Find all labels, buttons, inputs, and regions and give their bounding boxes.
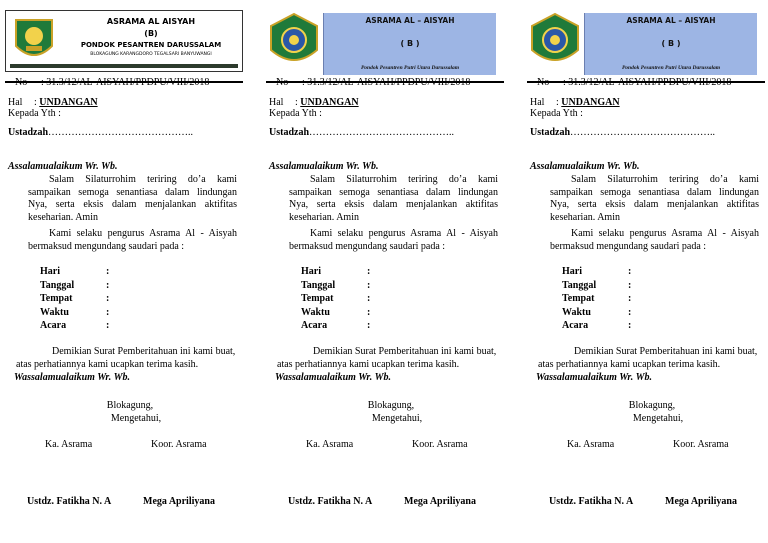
field-row: Hari : <box>40 266 110 277</box>
letterhead-title: ASRAMA AL AISYAH <box>106 17 196 26</box>
field-row: Tempat : <box>301 293 371 304</box>
field-row: Waktu : <box>562 306 632 318</box>
letterhead-institution: PONDOK PESANTREN DARUSSALAM <box>80 41 222 49</box>
closing-paragraph: Demikian Surat Pemberitahuan ini kami buat, atas perhatiannya kami ucapkan terima kasih. <box>277 346 497 370</box>
event-fields <box>301 266 370 334</box>
letterhead-subtitle: ( B ) <box>661 39 681 48</box>
letterhead-banner <box>323 13 496 75</box>
farewell: Wassalamualaikum Wr. Wb. <box>536 372 652 383</box>
signer-role-2: Koor. Asrama <box>151 439 207 450</box>
letter-number: No : 31.3/12/AL-AISYAH/PPDPU/VIII/2018 <box>276 77 471 88</box>
body-paragraph-2: Kami selaku pengurus Asrama Al - Aisyah bermaksud mengundang saudari pada : <box>28 228 237 252</box>
letterhead <box>266 10 504 72</box>
letterhead-address: BLOKAGUNG KARANGDORO TEGALSARI BANYUWANGI <box>90 52 212 57</box>
signer-role-1: Ka. Asrama <box>45 439 93 450</box>
closing-paragraph: Demikian Surat Pemberitahuan ini kami buat, atas perhatiannya kami ucapkan terima kasih. <box>16 346 236 370</box>
recipient-line: Ustadzah…………………………………….. <box>269 127 455 138</box>
signer-name-1: Ustdz. Fatikha N. A <box>288 496 373 507</box>
pesantren-logo-icon <box>530 12 580 72</box>
letter-subject: Hal : UNDANGAN <box>8 97 98 108</box>
pesantren-logo-icon <box>269 12 319 72</box>
field-row: Tempat : <box>562 293 632 304</box>
pesantren-logo-icon <box>12 16 56 64</box>
field-row: Acara : <box>562 320 632 331</box>
letterhead-box <box>5 10 243 72</box>
body-paragraph-2: Kami selaku pengurus Asrama Al - Aisyah bermaksud mengundang saudari pada : <box>289 228 498 252</box>
letterhead <box>527 10 765 72</box>
signer-name-1: Ustdz. Fatikha N. A <box>549 496 634 507</box>
letterhead-banner <box>584 13 757 75</box>
farewell: Wassalamualaikum Wr. Wb. <box>275 372 391 383</box>
event-fields <box>562 266 631 334</box>
signer-name-2: Mega Apriliyana <box>665 496 737 507</box>
body-paragraph-1: Salam Silaturrohim teriring do’a kami sampaikan semoga senantiasa dalam lindungan Nya, serta eksis dalam menjalankan aktifitas keseharian. Amin <box>550 174 759 223</box>
invitation-letter-1 <box>5 0 255 543</box>
invitation-letter-2 <box>266 0 516 543</box>
body-paragraph-1: Salam Silaturrohim teriring do’a kami sampaikan semoga senantiasa dalam lindungan Nya, serta eksis dalam menjalankan aktifitas keseharian. Amin <box>28 174 237 223</box>
letterhead-title: ASRAMA AL – AISYAH <box>626 16 716 25</box>
place-block: Blokagung, Mengetahui, <box>367 400 423 424</box>
field-row: Acara : <box>40 320 110 331</box>
letter-subject: Hal : UNDANGAN <box>530 97 620 108</box>
recipient-label: Kepada Yth : <box>269 108 322 119</box>
signer-name-1: Ustdz. Fatikha N. A <box>27 496 112 507</box>
field-row: Tempat : <box>40 293 110 304</box>
field-row: Tanggal : <box>301 279 371 291</box>
recipient-label: Kepada Yth : <box>8 108 61 119</box>
field-row: Waktu : <box>40 306 110 318</box>
letterhead-institution: Pondok Pesantren Putri Utara Darussalam <box>360 65 460 71</box>
letterhead-subtitle: ( B ) <box>400 39 420 48</box>
place-block: Blokagung, Mengetahui, <box>106 400 162 424</box>
field-row: Acara : <box>301 320 371 331</box>
signer-name-2: Mega Apriliyana <box>143 496 215 507</box>
letter-number: No : 31.3/12/AL-AISYAH/PPDPU/VIII/2018 <box>15 77 210 88</box>
farewell: Wassalamualaikum Wr. Wb. <box>14 372 130 383</box>
greeting: Assalamualaikum Wr. Wb. <box>269 161 379 172</box>
greeting: Assalamualaikum Wr. Wb. <box>8 161 118 172</box>
signer-name-2: Mega Apriliyana <box>404 496 476 507</box>
field-row: Hari : <box>301 266 371 277</box>
body-paragraph-2: Kami selaku pengurus Asrama Al - Aisyah bermaksud mengundang saudari pada : <box>550 228 759 252</box>
field-row: Tanggal : <box>562 279 632 291</box>
letterhead-institution: Pondok Pesantren Putri Utara Darussalam <box>621 65 721 71</box>
field-row: Waktu : <box>301 306 371 318</box>
signer-role-2: Koor. Asrama <box>673 439 729 450</box>
recipient-label: Kepada Yth : <box>530 108 583 119</box>
invitation-letter-3 <box>527 0 768 543</box>
letterhead-subtitle: (B) <box>144 29 158 38</box>
greeting: Assalamualaikum Wr. Wb. <box>530 161 640 172</box>
closing-paragraph: Demikian Surat Pemberitahuan ini kami buat, atas perhatiannya kami ucapkan terima kasih. <box>538 346 758 370</box>
letterhead-strip <box>10 64 238 68</box>
field-row: Tanggal : <box>40 279 110 291</box>
letter-subject: Hal : UNDANGAN <box>269 97 359 108</box>
recipient-line: Ustadzah…………………………………….. <box>8 127 194 138</box>
place-block: Blokagung, Mengetahui, <box>628 400 684 424</box>
letterhead <box>5 10 243 72</box>
letter-number: No : 31.3/12/AL-AISYAH/PPDPU/VIII/2018 <box>537 77 732 88</box>
signer-role-2: Koor. Asrama <box>412 439 468 450</box>
field-row: Hari : <box>562 266 632 277</box>
signer-role-1: Ka. Asrama <box>306 439 354 450</box>
letterhead-title: ASRAMA AL – AISYAH <box>365 16 455 25</box>
signer-role-1: Ka. Asrama <box>567 439 615 450</box>
event-fields <box>40 266 109 334</box>
body-paragraph-1: Salam Silaturrohim teriring do’a kami sampaikan semoga senantiasa dalam lindungan Nya, serta eksis dalam menjalankan aktifitas keseharian. Amin <box>289 174 498 223</box>
recipient-line: Ustadzah…………………………………….. <box>530 127 716 138</box>
